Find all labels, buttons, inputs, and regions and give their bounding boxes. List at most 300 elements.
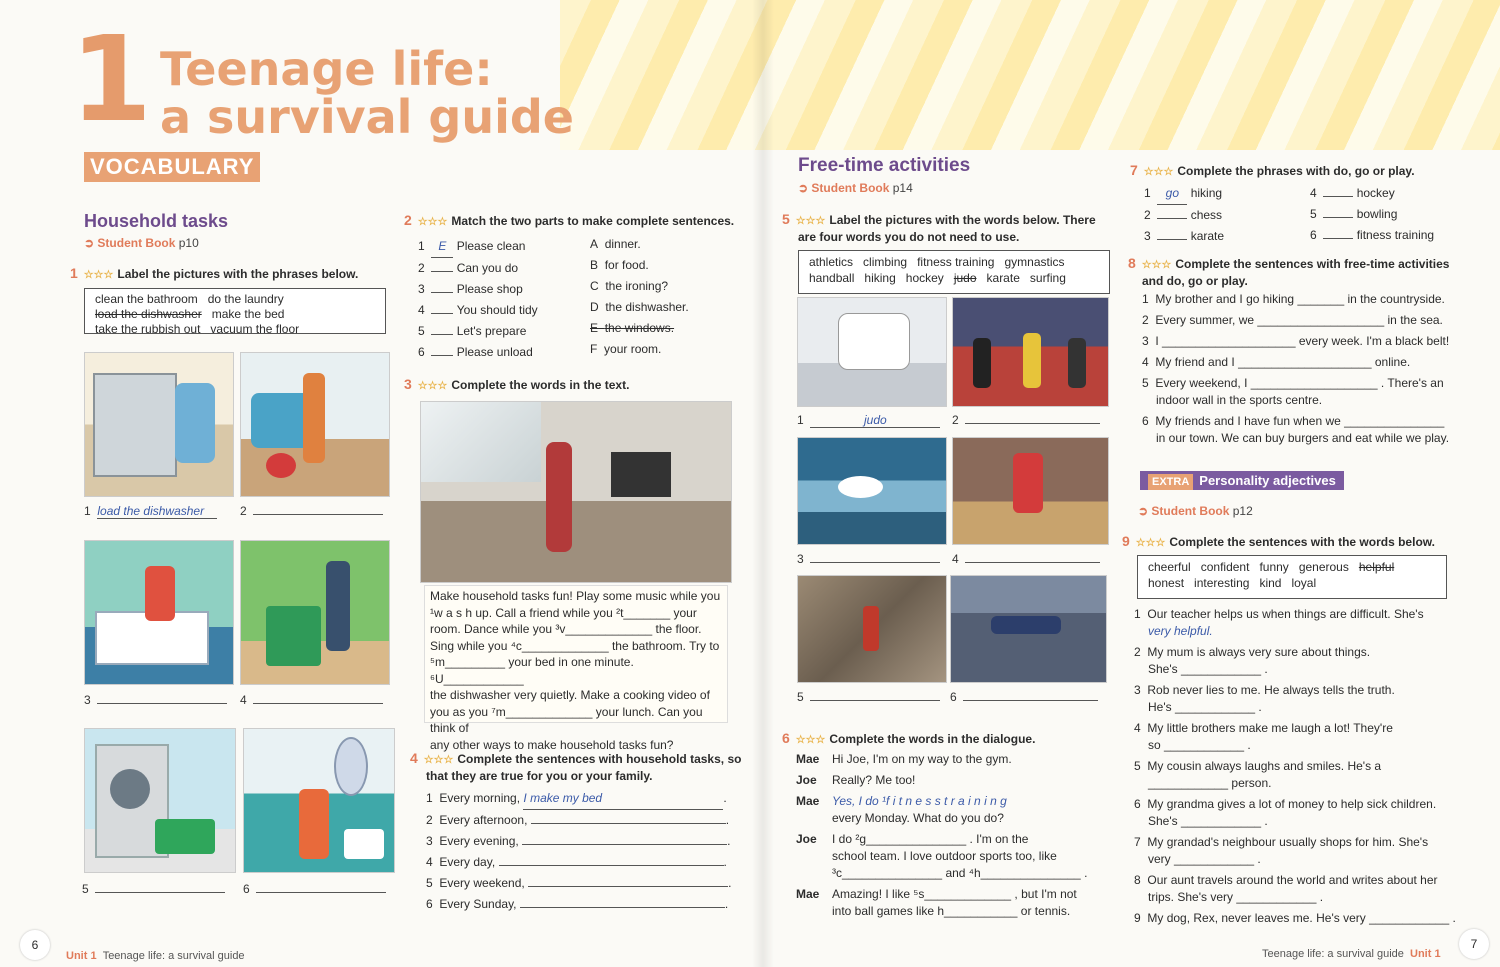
sentence-answer: I make my bed	[523, 788, 723, 810]
phrase-row[interactable]	[1144, 183, 1224, 205]
match-answer	[431, 334, 453, 335]
exercise-number: 8	[1128, 255, 1136, 271]
utterance: Really? Me too!	[832, 773, 916, 787]
student-book-page: p12	[1232, 504, 1253, 518]
arrow-icon: ➲	[84, 236, 95, 250]
pic-answer-text	[253, 514, 383, 515]
phrase-text: fitness training	[1356, 228, 1435, 242]
pic-number: 2	[952, 413, 959, 427]
pic-answer-text: load the dishwasher	[97, 504, 217, 519]
word: athletics	[809, 255, 854, 269]
match-answer	[431, 355, 453, 356]
speaker: Mae	[796, 887, 820, 901]
sentence-start: Every weekend,	[439, 876, 525, 890]
match-row[interactable]	[418, 236, 538, 258]
sentence-row[interactable]	[1134, 834, 1469, 868]
item-number: 3	[1134, 683, 1141, 697]
word-crossed: helpful	[1358, 560, 1395, 574]
sentence-row[interactable]	[1134, 720, 1469, 754]
star-rating-icon: ☆☆☆	[795, 734, 826, 746]
pic-label-4[interactable]	[952, 552, 1100, 566]
page-number-right: 7	[1459, 929, 1489, 959]
dialogue-line	[796, 772, 1126, 789]
pic-answer-1[interactable]	[84, 504, 217, 519]
dialogue-line	[796, 886, 1126, 920]
exercise-7-col1	[1144, 183, 1224, 247]
match-text: You should tidy	[456, 303, 538, 317]
phrase-row[interactable]	[1144, 205, 1224, 226]
student-book-label: Student Book	[1151, 504, 1230, 518]
pic-label-1[interactable]	[797, 413, 940, 428]
match-row[interactable]	[418, 279, 538, 300]
picture-vacuum	[240, 352, 390, 497]
sentence-row[interactable]	[1134, 606, 1469, 640]
footer-unit: Unit 1	[66, 950, 97, 962]
picture-bathroom	[243, 728, 395, 873]
word: kind	[1259, 576, 1282, 590]
sentence-row[interactable]	[1134, 796, 1469, 830]
match-answer	[431, 271, 453, 272]
pic-answer-text	[253, 703, 383, 704]
match-text: Please clean	[456, 239, 526, 253]
pic-label-answer	[965, 423, 1100, 424]
word: confident	[1200, 560, 1250, 574]
utterance: every Monday. What do you do?	[832, 811, 1004, 825]
phrase-answer	[1323, 238, 1353, 239]
word: hockey	[905, 271, 944, 285]
sentence-row[interactable]	[1142, 375, 1472, 409]
star-rating-icon: ☆☆☆	[1135, 537, 1166, 549]
picture-bed	[84, 540, 234, 685]
star-rating-icon: ☆☆☆	[1141, 259, 1172, 271]
option-letter: D	[590, 300, 599, 314]
sentence-row[interactable]: 5 Every weekend, .	[426, 876, 732, 890]
star-rating-icon: ☆☆☆	[417, 380, 448, 392]
phrase-answer	[1323, 217, 1353, 218]
picture-gymnastics	[950, 575, 1107, 683]
pic-label-answer	[963, 700, 1098, 701]
pic-number: 4	[952, 552, 959, 566]
star-rating-icon: ☆☆☆	[1143, 166, 1174, 178]
sentence-text: My friends and I have fun when we _______________	[1155, 414, 1445, 428]
sentence-text: My dog, Rex, never leaves me. He's very ____________ .	[1147, 911, 1456, 925]
pic-label-5[interactable]	[797, 690, 940, 704]
extra-tag: EXTRA	[1148, 474, 1193, 490]
sentence-text: very helpful.	[1148, 624, 1213, 638]
student-book-label: Student Book	[97, 236, 176, 250]
text-line: Sing while you ⁴c_____________ the bathroom. Try to	[430, 638, 720, 653]
picture-judo	[797, 297, 947, 407]
pic-answer-text	[97, 703, 227, 704]
pic-answer-6[interactable]	[243, 882, 386, 896]
picture-climbing	[797, 575, 947, 683]
sentence-answer	[520, 907, 725, 908]
pic-label-2[interactable]	[952, 413, 1100, 427]
utterance: I do ²g_______________ . I'm on the	[832, 832, 1029, 846]
sentence-text: My cousin always laughs and smiles. He's a	[1147, 759, 1382, 773]
item-number: 1	[1144, 186, 1151, 200]
exercise-number: 7	[1130, 162, 1138, 178]
exercise-5-instruction	[782, 211, 1096, 245]
pic-answer-text	[95, 892, 225, 893]
sentence-start: Every morning,	[439, 791, 521, 805]
item-number: 1	[426, 791, 433, 805]
sentence-text: trips. She's very ____________ .	[1148, 890, 1324, 904]
item-number: 5	[426, 876, 433, 890]
sentence-text: Our teacher helps us when things are difficult. She's	[1147, 607, 1424, 621]
picture-girl-vacuuming	[420, 401, 732, 583]
exercise-number: 9	[1122, 533, 1130, 549]
sentence-row[interactable]	[1142, 354, 1472, 371]
sentence-row[interactable]: 3 Every evening, .	[426, 834, 731, 848]
instruction-text: and do, go or play.	[1142, 274, 1248, 288]
phrase-text: chess	[1190, 208, 1223, 222]
pic-label-6[interactable]	[950, 690, 1098, 704]
unit-number: 1	[70, 10, 153, 148]
pic-number: 6	[950, 690, 957, 704]
sentence-row[interactable]	[1134, 682, 1469, 716]
vocabulary-label: VOCABULARY	[84, 152, 260, 182]
option-letter: F	[590, 342, 598, 356]
option-text: the ironing?	[605, 279, 669, 293]
dialogue-line	[796, 831, 1126, 882]
exercise-9-items	[1134, 606, 1469, 927]
sentence-row[interactable]: 1 Every morning, I make my bed .	[426, 788, 731, 810]
phrase-crossed: load the dishwasher	[95, 307, 202, 321]
word: handball	[809, 271, 855, 285]
sentence-text: My mum is always very sure about things.	[1147, 645, 1371, 659]
phrase-answer: go	[1157, 183, 1187, 205]
instruction-text: Complete the sentences with the words below.	[1169, 535, 1435, 549]
page-fold	[752, 0, 774, 967]
sentence-text: My little brothers make me laugh a lot! They're	[1147, 721, 1393, 735]
utterance: into ball games like h___________ or tennis.	[832, 904, 1071, 918]
utterance: Amazing! I like ⁵s_____________ , but I'm not	[832, 887, 1077, 901]
item-number: 1	[1134, 607, 1141, 621]
phrase-text: hockey	[1356, 186, 1395, 200]
match-text: Can you do	[456, 261, 519, 275]
phrase: clean the bathroom	[95, 292, 198, 306]
item-number: 6	[1134, 797, 1141, 811]
free-time-title: Free-time activities	[798, 155, 971, 176]
sentence-answer	[522, 844, 727, 845]
match-text: Let's prepare	[456, 324, 527, 338]
sentence-text: Rob never lies to me. He always tells the truth.	[1147, 683, 1395, 697]
instruction-text: are four words you do not need to use.	[798, 230, 1020, 244]
sentence-start: Every evening,	[439, 834, 519, 848]
exercise-2-instruction	[404, 212, 734, 228]
option-text: dinner.	[604, 237, 641, 251]
picture-surfing	[797, 437, 947, 545]
option-text: your room.	[604, 342, 662, 356]
word: cheerful	[1148, 560, 1191, 574]
exercise-2-right-column	[590, 234, 689, 360]
pic-number: 2	[240, 504, 247, 518]
pic-answer-5[interactable]	[82, 882, 225, 896]
footer-right	[1262, 948, 1441, 960]
instruction-text: Label the pictures with the phrases below.	[117, 267, 359, 281]
instruction-text: Complete the phrases with do, go or play.	[1177, 164, 1415, 178]
match-answer: E	[431, 236, 453, 258]
extra-title: Personality adjectives	[1199, 473, 1336, 488]
item-number: 2	[1134, 645, 1141, 659]
sentence-row[interactable]	[1142, 333, 1472, 350]
sentence-start: Every afternoon,	[439, 813, 528, 827]
item-number: 2	[1142, 313, 1149, 327]
phrase: vacuum the floor	[210, 322, 300, 336]
item-number: 5	[418, 324, 425, 338]
speaker: Joe	[796, 832, 817, 846]
item-number: 5	[1142, 376, 1149, 390]
instruction-text: Complete the sentences with household tasks, so	[457, 752, 742, 766]
text-line: Make household tasks fun! Play some music while you	[430, 589, 721, 603]
sentence-text: Every summer, we ___________________ in the sea.	[1155, 313, 1443, 327]
option-letter: A	[590, 237, 599, 251]
item-number: 6	[426, 897, 433, 911]
phrase: take the rubbish out	[95, 322, 201, 336]
sentence-start: Every day,	[439, 855, 496, 869]
sentence-row[interactable]	[1142, 413, 1472, 447]
text-line: room. Dance while you ³v_____________ the floor.	[430, 622, 702, 636]
phrase-text: hiking	[1190, 186, 1223, 200]
picture-athletics	[952, 297, 1109, 407]
sentence-answer	[528, 886, 728, 887]
picture-laundry	[84, 728, 236, 873]
item-number: 5	[1310, 207, 1317, 221]
arrow-icon: ➲	[1138, 504, 1149, 518]
pic-label-3[interactable]	[797, 552, 940, 566]
dialogue-line	[796, 793, 1126, 827]
sentence-row[interactable]	[1142, 312, 1472, 329]
phrase: do the laundry	[207, 292, 284, 306]
pic-label-answer: judo	[810, 413, 940, 428]
sentence-row[interactable]	[1134, 644, 1469, 678]
match-row[interactable]	[418, 258, 538, 279]
sentence-text: I ____________________ every week. I'm a black belt!	[1155, 334, 1450, 348]
option-text: the windows.	[604, 321, 675, 335]
option-text: the dishwasher.	[605, 300, 689, 314]
text-line: ⁵m_________ your bed in one minute. ⁶U____________	[430, 655, 634, 686]
word: loyal	[1291, 576, 1317, 590]
speaker: Mae	[796, 752, 820, 766]
dialogue-line	[796, 751, 1126, 768]
word-box	[798, 250, 1110, 294]
text-line: you as you ⁷m_____________ your lunch. Can you think of	[430, 704, 703, 735]
picture-handball	[952, 437, 1109, 545]
item-number: 2	[418, 261, 425, 275]
utterance: school team. I love outdoor sports too, like	[832, 849, 1057, 863]
footer-title: Teenage life: a survival guide	[1262, 948, 1404, 960]
student-book-ref[interactable]	[84, 236, 199, 250]
unit-title-line2: a survival guide	[160, 90, 574, 144]
pic-answer-3[interactable]	[84, 693, 227, 707]
sentence-row[interactable]	[1134, 910, 1469, 927]
pic-label-answer	[810, 562, 940, 563]
word: interesting	[1194, 576, 1250, 590]
item-number: 3	[426, 834, 433, 848]
star-rating-icon: ☆☆☆	[795, 215, 826, 227]
exercise-9-instruction	[1122, 533, 1435, 549]
exercise-number: 5	[782, 211, 790, 227]
sentence-text: She's ____________ .	[1148, 662, 1268, 676]
exercise-4-items	[426, 788, 731, 915]
star-rating-icon: ☆☆☆	[423, 754, 454, 766]
phrase-text: karate	[1190, 229, 1225, 243]
instruction-text: Complete the words in the dialogue.	[829, 732, 1036, 746]
footer-unit: Unit 1	[1410, 948, 1441, 960]
item-number: 4	[1134, 721, 1141, 735]
student-book-page: p14	[892, 181, 913, 195]
pic-number: 1	[797, 413, 804, 427]
phrase: make the bed	[211, 307, 285, 321]
sentence-text: My grandma gives a lot of money to help sick children.	[1147, 797, 1437, 811]
dialogue	[796, 751, 1126, 920]
pic-label-answer	[965, 562, 1100, 563]
text-line: ¹w a s h up. Call a friend while you ²t_______ your	[430, 605, 697, 620]
page-number-left: 6	[20, 930, 50, 960]
exercise-8-instruction	[1128, 255, 1449, 289]
word: karate	[986, 271, 1020, 285]
instruction-text: that they are true for you or your family.	[426, 769, 653, 783]
sentence-answer	[531, 823, 726, 824]
extra-section-banner	[1140, 471, 1344, 490]
sentence-text: Our aunt travels around the world and writes about her	[1147, 873, 1438, 887]
student-book-ref[interactable]	[798, 181, 913, 195]
word-crossed: judo	[953, 271, 977, 285]
picture-dishwasher	[84, 352, 234, 497]
phrase-answer	[1157, 218, 1187, 219]
student-book-page: p10	[178, 236, 199, 250]
pic-number: 3	[84, 693, 91, 707]
sentence-start: Every Sunday,	[439, 897, 517, 911]
exercise-6-instruction	[782, 730, 1035, 746]
pic-number: 1	[84, 504, 91, 518]
phrase-answer	[1157, 239, 1187, 240]
phrase-row[interactable]	[1144, 226, 1224, 247]
sentence-text: My friend and I ____________________ online.	[1155, 355, 1411, 369]
sentence-row[interactable]	[1142, 291, 1472, 308]
sentence-row[interactable]: 4 Every day, .	[426, 855, 727, 869]
instruction-text: Complete the sentences with free-time activities	[1175, 257, 1450, 271]
footer-title: Teenage life: a survival guide	[102, 950, 245, 962]
word: climbing	[863, 255, 908, 269]
sentence-text: My grandad's neighbour usually shops for him. She's	[1147, 835, 1429, 849]
sentence-text: in our town. We can buy burgers and eat while we play.	[1156, 431, 1450, 445]
sentence-text: so ____________ .	[1148, 738, 1251, 752]
unit-title	[160, 42, 574, 144]
match-row[interactable]	[418, 321, 538, 342]
pic-number: 3	[797, 552, 804, 566]
speaker: Mae	[796, 794, 820, 808]
adjective-box	[1137, 555, 1447, 599]
exercise-1-instruction	[70, 265, 358, 281]
pic-answer-text	[256, 892, 386, 893]
student-book-label: Student Book	[811, 181, 890, 195]
sentence-row[interactable]: 6 Every Sunday, .	[426, 897, 729, 911]
item-number: 4	[1310, 186, 1317, 200]
match-row[interactable]	[418, 300, 538, 321]
pic-number: 6	[243, 882, 250, 896]
phrase-row[interactable]	[1310, 183, 1434, 204]
item-number: 2	[426, 813, 433, 827]
sentence-text: He's ____________ .	[1148, 700, 1262, 714]
pic-answer-2[interactable]	[240, 504, 383, 518]
utterance: ³c_______________ and ⁴h_______________ .	[832, 866, 1088, 880]
phrase-answer	[1323, 196, 1353, 197]
text-line: any other ways to make household tasks fun?	[430, 737, 674, 752]
item-number: 1	[1142, 292, 1149, 306]
option-letter: C	[590, 279, 599, 293]
utterance: Hi Joe, I'm on my way to the gym.	[832, 752, 1012, 766]
sentence-text: indoor wall in the sports centre.	[1156, 393, 1323, 407]
instruction-text: Label the pictures with the words below. There	[829, 213, 1096, 227]
sentence-row[interactable]	[1134, 758, 1469, 792]
option-letter: B	[590, 258, 599, 272]
item-number: 1	[418, 239, 425, 253]
speaker: Joe	[796, 773, 817, 787]
match-row[interactable]	[418, 342, 538, 363]
footer-left	[66, 950, 245, 962]
exercise-4-instruction	[410, 750, 741, 784]
sentence-text: My brother and I go hiking _______ in the countryside.	[1155, 292, 1445, 306]
word: funny	[1259, 560, 1289, 574]
match-answer	[431, 292, 453, 293]
instruction-text: Complete the words in the text.	[451, 378, 630, 392]
student-book-ref[interactable]	[1138, 504, 1253, 518]
exercise-number: 1	[70, 265, 78, 281]
exercise-2-left-column	[418, 236, 538, 363]
exercise-number: 3	[404, 376, 412, 392]
sentence-text: very ____________ .	[1148, 852, 1261, 866]
exercise-number: 6	[782, 730, 790, 746]
phrase-row[interactable]	[1310, 225, 1434, 246]
text-line: the dishwasher very quietly. Make a cooking video of	[430, 688, 710, 702]
match-text: Please shop	[456, 282, 523, 296]
exercise-8-items	[1142, 291, 1472, 447]
item-number: 2	[1144, 208, 1151, 222]
phrase-box	[84, 288, 386, 334]
word: hiking	[864, 271, 896, 285]
star-rating-icon: ☆☆☆	[83, 269, 114, 281]
exercise-7-instruction	[1130, 162, 1415, 178]
unit-title-line1: Teenage life:	[160, 42, 493, 96]
pic-answer-4[interactable]	[240, 693, 383, 707]
match-answer	[431, 313, 453, 314]
word: surfing	[1029, 271, 1066, 285]
sentence-text: She's ____________ .	[1148, 814, 1268, 828]
picture-rubbish	[240, 540, 390, 685]
option-letter: E	[590, 321, 599, 335]
item-number: 4	[418, 303, 425, 317]
word: honest	[1148, 576, 1185, 590]
star-rating-icon: ☆☆☆	[417, 216, 448, 228]
exercise-3-instruction	[404, 376, 629, 392]
pic-number: 5	[797, 690, 804, 704]
option-text: for food.	[604, 258, 649, 272]
item-number: 3	[1142, 334, 1149, 348]
item-number: 6	[418, 345, 425, 359]
item-number: 6	[1142, 414, 1149, 428]
sentence-row[interactable]: 2 Every afternoon, .	[426, 813, 730, 827]
word: gymnastics	[1004, 255, 1065, 269]
instruction-text: Match the two parts to make complete sentences.	[451, 214, 735, 228]
exercise-number: 4	[410, 750, 418, 766]
sentence-text: Every weekend, I ___________________ . There's an	[1155, 376, 1444, 390]
phrase-row[interactable]	[1310, 204, 1434, 225]
exercise-7-col2	[1310, 183, 1434, 246]
sentence-row[interactable]	[1134, 872, 1469, 906]
utterance: Yes, I do ¹f i t n e s s t r a i n i n g	[832, 794, 1007, 808]
